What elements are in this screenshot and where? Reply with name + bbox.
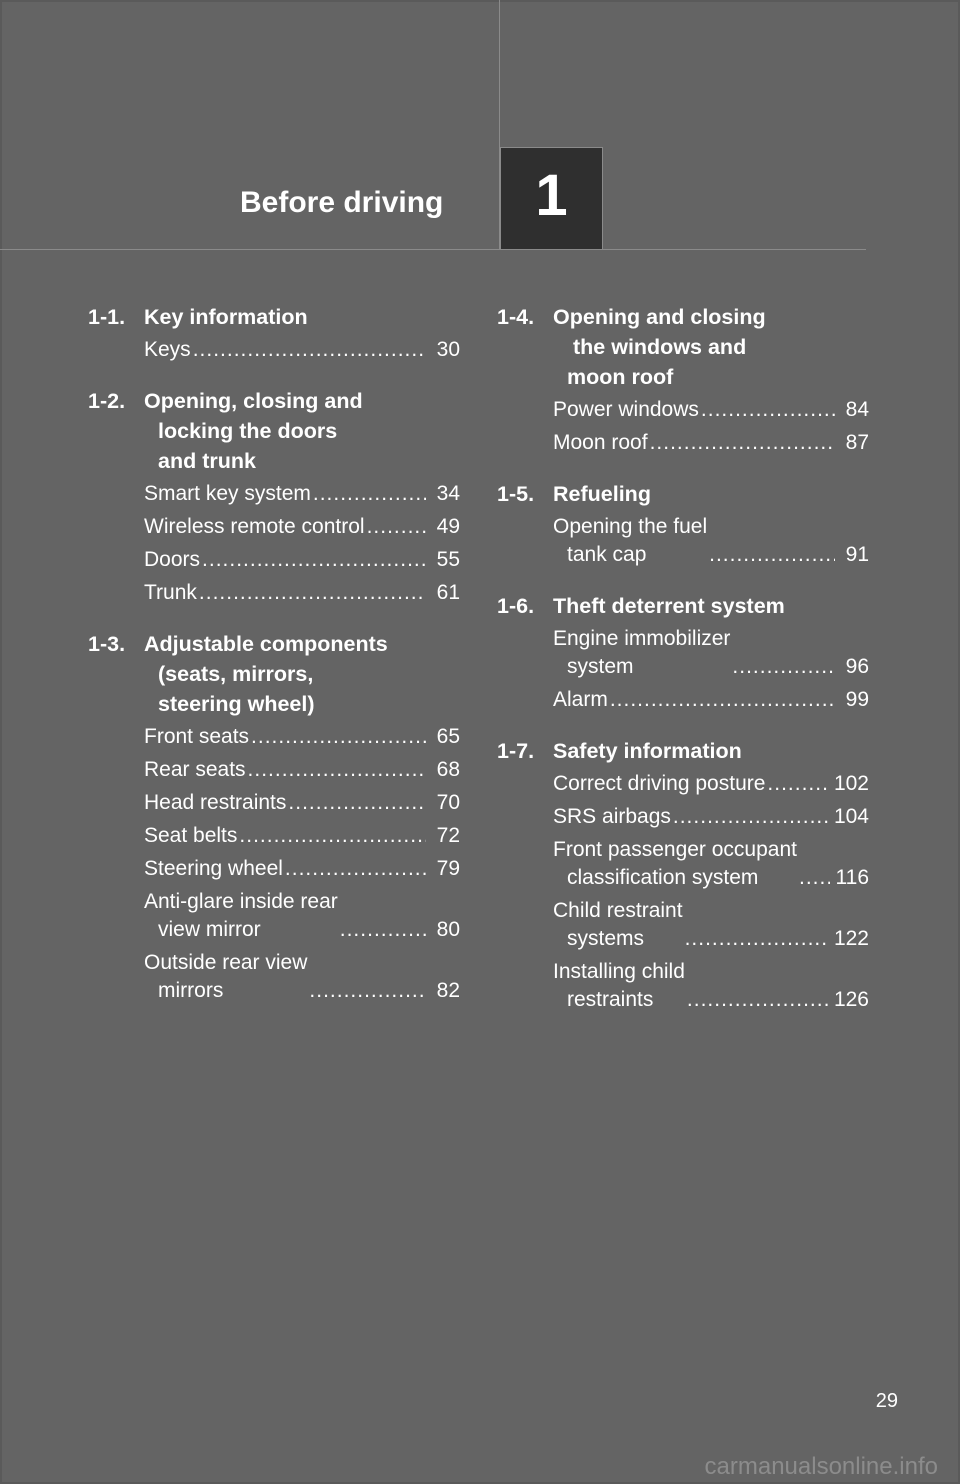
toc-entry-label-line: Keys <box>144 338 191 361</box>
toc-entry-page: 65 <box>436 725 460 748</box>
toc-entry-page: 34 <box>436 482 460 505</box>
toc-entry-page: 116 <box>835 866 869 889</box>
dot-leader <box>202 546 426 574</box>
toc-entry[interactable] <box>553 686 869 714</box>
dot-leader <box>251 723 426 751</box>
dot-leader <box>199 579 426 607</box>
toc-entry[interactable] <box>144 822 460 850</box>
section-items <box>144 480 460 607</box>
chapter-number: 1 <box>535 163 568 228</box>
section-heading[interactable] <box>497 302 869 392</box>
section-title-line: locking the doors <box>158 419 338 443</box>
toc-entry-page: 96 <box>845 655 869 678</box>
dot-leader <box>248 756 426 784</box>
section-number: 1-7. <box>497 739 535 763</box>
toc-entry-label <box>553 429 648 457</box>
section-number: 1-4. <box>497 305 535 329</box>
section-title <box>553 302 766 392</box>
toc-entry-label-line: view mirror <box>158 918 261 941</box>
section-title-line: steering wheel) <box>158 692 315 716</box>
dot-leader <box>701 396 835 424</box>
toc-entry-label <box>553 836 797 892</box>
section-title-line: and trunk <box>158 449 256 473</box>
section-title <box>553 479 651 509</box>
toc-entry[interactable] <box>553 770 869 798</box>
toc-entry-label-line: Power windows <box>553 398 699 421</box>
toc-left-column <box>88 302 460 1027</box>
section-number: 1-1. <box>88 305 126 329</box>
section-title-line: Opening and closing <box>553 305 766 329</box>
section-number: 1-2. <box>88 389 126 413</box>
toc-entry-label <box>553 958 685 1014</box>
toc-entry-label-line: Engine immobilizer <box>553 627 731 650</box>
toc-section <box>88 386 460 607</box>
section-items <box>553 513 869 569</box>
dot-leader <box>309 977 426 1005</box>
toc-entry-page: 70 <box>436 791 460 814</box>
dot-leader <box>340 916 426 944</box>
toc-entry-page: 126 <box>833 988 869 1011</box>
toc-entry-label <box>553 686 608 714</box>
toc-entry-label <box>144 855 283 883</box>
toc-section <box>497 736 869 1014</box>
section-title <box>144 386 363 476</box>
dot-leader <box>285 855 426 883</box>
section-number: 1-5. <box>497 482 535 506</box>
toc-entry-label-line: Head restraints <box>144 791 287 814</box>
dot-leader <box>687 986 828 1014</box>
section-heading[interactable] <box>88 629 460 719</box>
section-heading[interactable] <box>497 736 869 766</box>
toc-entry-label-line: Smart key system <box>144 482 311 505</box>
toc-entry-page: 84 <box>845 398 869 421</box>
section-heading[interactable] <box>497 591 869 621</box>
toc-right-column <box>497 302 869 1036</box>
toc-entry-page: 102 <box>833 772 869 795</box>
section-title <box>144 302 308 332</box>
toc-section <box>88 302 460 364</box>
toc-entry-page: 82 <box>436 979 460 1002</box>
dot-leader <box>799 864 830 892</box>
toc-entry-label-line: Front seats <box>144 725 250 748</box>
section-number: 1-6. <box>497 594 535 618</box>
section-title <box>553 591 785 621</box>
toc-entry-label-line: SRS airbags <box>553 805 671 828</box>
toc-entry-label-line: Front passenger occupant <box>553 838 797 861</box>
section-items <box>553 770 869 1014</box>
section-title-line: moon roof <box>567 365 674 389</box>
toc-section <box>497 591 869 714</box>
toc-entry-label <box>144 789 286 817</box>
toc-entry[interactable] <box>144 888 460 944</box>
toc-entry[interactable] <box>144 546 460 574</box>
section-heading[interactable] <box>88 386 460 476</box>
toc-entry-page: 80 <box>436 918 460 941</box>
dot-leader <box>193 336 426 364</box>
toc-entry[interactable] <box>553 625 869 681</box>
toc-entry-label-line: tank cap <box>567 543 647 566</box>
toc-entry-label <box>144 336 191 364</box>
toc-section <box>497 479 869 569</box>
toc-entry[interactable] <box>144 756 460 784</box>
toc-entry-label-line: Seat belts <box>144 824 238 847</box>
toc-entry-page: 30 <box>436 338 460 361</box>
section-items <box>553 625 869 714</box>
toc-entry-label-line: Rear seats <box>144 758 246 781</box>
toc-entry-page: 72 <box>436 824 460 847</box>
dot-leader <box>673 803 828 831</box>
toc-entry-label-line: system <box>567 655 634 678</box>
chapter-number-box <box>500 147 603 249</box>
toc-entry-label-line: restraints <box>567 988 654 1011</box>
toc-entry[interactable] <box>553 429 869 457</box>
toc-entry-label-line: Outside rear view <box>144 951 308 974</box>
toc-entry[interactable] <box>144 336 460 364</box>
section-heading[interactable] <box>88 302 460 332</box>
toc-entry[interactable] <box>144 789 460 817</box>
toc-entry-label-line: Doors <box>144 548 201 571</box>
toc-entry-label-line: mirrors <box>158 979 224 1002</box>
section-title-line: Key information <box>144 305 308 329</box>
chapter-title: Before driving <box>240 186 444 219</box>
section-title-line: Safety information <box>553 739 742 763</box>
dot-leader <box>767 770 828 798</box>
dot-leader <box>685 925 828 953</box>
section-title <box>553 736 742 766</box>
toc-entry[interactable] <box>553 836 869 892</box>
section-title-line: the windows and <box>573 335 747 359</box>
toc-entry-page: 104 <box>833 805 869 828</box>
dot-leader <box>367 513 426 541</box>
toc-entry-page: 99 <box>845 688 869 711</box>
toc-entry-label-line: Opening the fuel <box>553 515 708 538</box>
section-heading[interactable] <box>497 479 869 509</box>
toc-entry[interactable] <box>553 958 869 1014</box>
toc-entry-label-line: Anti-glare inside rear <box>144 890 338 913</box>
toc-entry-label <box>553 770 765 798</box>
section-title <box>144 629 388 719</box>
toc-entry-label <box>144 480 311 508</box>
section-title-line: Opening, closing and <box>144 389 363 413</box>
toc-entry-label-line: Correct driving posture <box>553 772 766 795</box>
toc-entry[interactable] <box>553 897 869 953</box>
section-number: 1-3. <box>88 632 126 656</box>
toc-entry-label <box>144 579 197 607</box>
toc-entry-label <box>144 546 200 574</box>
toc-entry-label-line: Moon roof <box>553 431 648 454</box>
section-title-line: (seats, mirrors, <box>158 662 314 686</box>
section-items <box>144 336 460 364</box>
toc-entry[interactable] <box>553 396 869 424</box>
toc-entry-label-line: Installing child <box>553 960 685 983</box>
page-number: 29 <box>875 1390 898 1412</box>
section-items <box>553 396 869 457</box>
dot-leader <box>288 789 426 817</box>
section-items <box>144 723 460 1005</box>
toc-entry[interactable] <box>144 579 460 607</box>
dot-leader <box>313 480 426 508</box>
toc-entry-label-line: Trunk <box>144 581 197 604</box>
toc-entry-label-line: Steering wheel <box>144 857 283 880</box>
toc-entry-label <box>553 897 683 953</box>
toc-entry[interactable] <box>144 723 460 751</box>
toc-entry-label <box>553 803 671 831</box>
toc-entry[interactable] <box>553 513 869 569</box>
toc-entry-label <box>553 396 699 424</box>
toc-entry-label <box>144 888 338 944</box>
toc-entry[interactable] <box>553 803 869 831</box>
toc-entry[interactable] <box>144 855 460 883</box>
toc-entry[interactable] <box>144 513 460 541</box>
toc-entry[interactable] <box>144 949 460 1005</box>
toc-entry-page: 87 <box>845 431 869 454</box>
toc-entry-page: 61 <box>436 581 460 604</box>
toc-entry-label-line: systems <box>567 927 645 950</box>
dot-leader <box>650 429 835 457</box>
toc-section <box>88 629 460 1005</box>
watermark: carmanualsonline.info <box>704 1453 938 1480</box>
toc-entry-label <box>553 625 730 681</box>
toc-entry[interactable] <box>144 480 460 508</box>
toc-entry-label <box>144 822 237 850</box>
toc-section <box>497 302 869 457</box>
toc-entry-page: 55 <box>436 548 460 571</box>
toc-entry-page: 79 <box>436 857 460 880</box>
toc-entry-label-line: Alarm <box>553 688 608 711</box>
header-horizontal-rule <box>0 249 866 250</box>
toc-entry-label <box>144 513 365 541</box>
dot-leader <box>709 541 835 569</box>
toc-entry-label-line: classification system <box>567 866 759 889</box>
dot-leader <box>239 822 426 850</box>
toc-entry-label <box>553 513 707 569</box>
toc-entry-page: 122 <box>833 927 869 950</box>
toc-entry-page: 49 <box>436 515 460 538</box>
toc-entry-page: 68 <box>436 758 460 781</box>
toc-entry-label <box>144 723 249 751</box>
section-title-line: Theft deterrent system <box>553 594 785 618</box>
toc-entry-label <box>144 756 246 784</box>
section-title-line: Adjustable components <box>144 632 388 656</box>
dot-leader <box>610 686 835 714</box>
dot-leader <box>732 653 835 681</box>
toc-entry-label-line: Child restraint <box>553 899 683 922</box>
section-title-line: Refueling <box>553 482 651 506</box>
toc-entry-label <box>144 949 307 1005</box>
toc-entry-page: 91 <box>845 543 869 566</box>
toc-entry-label-line: Wireless remote control <box>144 515 365 538</box>
